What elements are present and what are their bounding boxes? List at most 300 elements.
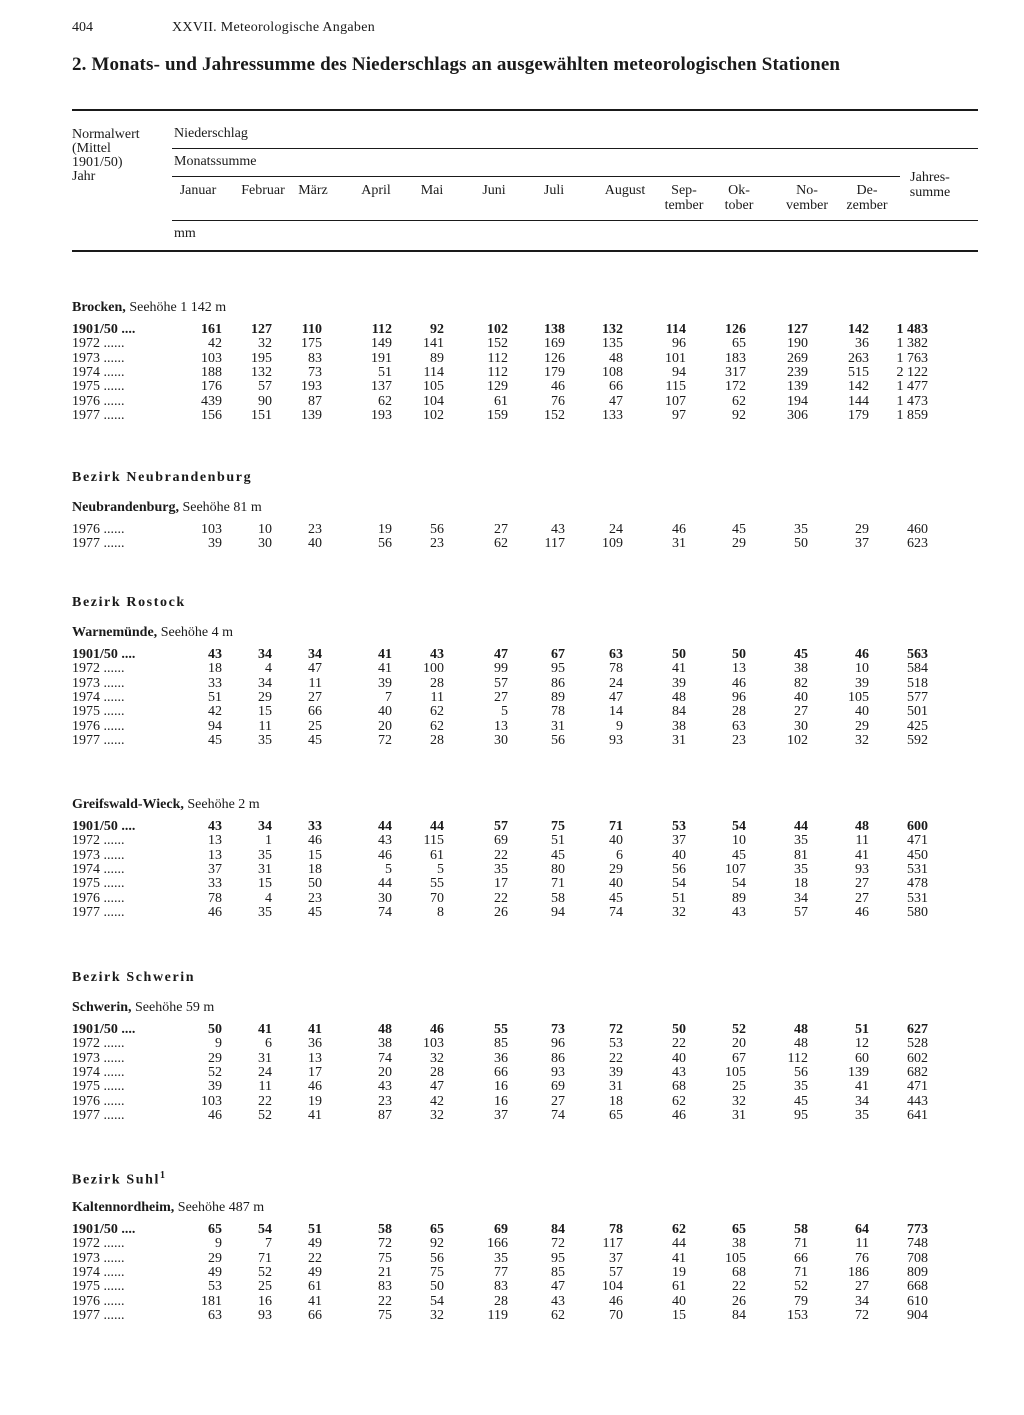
monthly-value: 39 (378, 675, 392, 691)
monthly-value: 51 (378, 364, 392, 380)
monthly-value: 57 (609, 1264, 623, 1280)
monthly-value: 46 (308, 833, 322, 849)
monthly-value: 65 (208, 1222, 222, 1237)
monthly-value: 41 (672, 1250, 686, 1266)
annual-total: 478 (907, 876, 928, 892)
monthly-value: 181 (201, 1293, 222, 1309)
year-label: 1976 ...... (72, 393, 125, 409)
monthly-value: 161 (201, 322, 222, 337)
annual-total: 708 (907, 1250, 928, 1266)
monthly-value: 48 (609, 350, 623, 366)
monthly-value: 169 (544, 336, 565, 352)
monthly-value: 144 (848, 393, 869, 409)
monthly-value: 103 (201, 1093, 222, 1109)
year-label: 1974 ...... (72, 1064, 125, 1080)
monthly-value: 58 (378, 1222, 392, 1237)
month-header: tober (724, 198, 754, 213)
monthly-value: 112 (487, 364, 508, 380)
monthly-value: 22 (308, 1250, 322, 1266)
monthly-value: 27 (855, 1279, 869, 1295)
monthly-value: 45 (794, 647, 808, 662)
monthly-value: 35 (258, 904, 272, 920)
station-heading (72, 1200, 264, 1216)
monthly-value: 61 (430, 847, 444, 863)
monthly-value: 20 (378, 718, 392, 734)
year-label: 1972 ...... (72, 336, 125, 352)
monthly-value: 46 (672, 1107, 686, 1123)
monthly-value: 44 (794, 819, 808, 834)
monthly-value: 62 (430, 718, 444, 734)
monthly-value: 13 (208, 833, 222, 849)
monthly-value: 110 (301, 322, 322, 337)
annual-total: 809 (907, 1264, 928, 1280)
station-heading (72, 500, 262, 516)
monthly-value: 22 (732, 1279, 746, 1295)
monthly-value: 90 (258, 393, 272, 409)
monthly-value: 52 (794, 1279, 808, 1295)
monthly-value: 74 (551, 1107, 565, 1123)
monthly-value: 20 (378, 1064, 392, 1080)
monthly-value: 40 (794, 689, 808, 705)
monthly-value: 126 (544, 350, 565, 366)
monthly-value: 115 (423, 833, 444, 849)
monthly-value: 75 (551, 819, 565, 834)
monthly-value: 152 (487, 336, 508, 352)
monthly-value: 129 (487, 379, 508, 395)
monthly-value: 26 (732, 1293, 746, 1309)
year-label: 1976 ...... (72, 718, 125, 734)
monthly-value: 28 (430, 1064, 444, 1080)
monthly-value: 56 (672, 861, 686, 877)
monthly-value: 105 (725, 1064, 746, 1080)
monthly-value: 57 (494, 819, 508, 834)
monthly-value: 46 (732, 675, 746, 691)
monthly-value: 65 (732, 1222, 746, 1237)
station-height: Seehöhe 2 m (183, 797, 260, 812)
monthly-value: 33 (208, 876, 222, 892)
month-header: Juni (482, 183, 506, 198)
monthly-value: 30 (794, 718, 808, 734)
monthly-value: 317 (725, 364, 746, 380)
monthly-value: 24 (258, 1064, 272, 1080)
monthly-value: 44 (378, 876, 392, 892)
month-header: März (298, 183, 328, 198)
monthly-value: 95 (551, 661, 565, 677)
monthly-value: 9 (616, 718, 623, 734)
monthly-value: 179 (848, 407, 869, 423)
annual-total: 627 (907, 1022, 928, 1037)
monthly-value: 15 (308, 847, 322, 863)
year-label: 1974 ...... (72, 1264, 125, 1280)
monthly-value: 81 (794, 847, 808, 863)
header-top-rule (72, 109, 978, 111)
bezirk-heading: Bezirk Suhl$^1$ (72, 1170, 167, 1188)
monthly-value: 29 (258, 689, 272, 705)
monthly-value: 138 (544, 322, 565, 337)
monthly-value: 175 (301, 336, 322, 352)
monthly-value: 43 (378, 833, 392, 849)
annual-total: 610 (907, 1293, 928, 1309)
monthly-value: 306 (787, 407, 808, 423)
monthly-value: 46 (378, 847, 392, 863)
monthly-value: 72 (855, 1307, 869, 1323)
monthly-value: 86 (551, 675, 565, 691)
monthly-value: 193 (301, 379, 322, 395)
monthly-value: 10 (258, 522, 272, 537)
annual-total: 748 (907, 1236, 928, 1252)
monthly-value: 126 (725, 322, 746, 337)
monthly-value: 52 (208, 1064, 222, 1080)
monthly-value: 44 (430, 819, 444, 834)
month-header: April (361, 183, 391, 198)
monthly-value: 34 (855, 1293, 869, 1309)
year-label: 1973 ...... (72, 350, 125, 366)
monthly-value: 41 (308, 1107, 322, 1123)
monthly-value: 53 (208, 1279, 222, 1295)
monthly-value: 47 (609, 689, 623, 705)
monthly-value: 18 (609, 1093, 623, 1109)
monthly-value: 45 (732, 847, 746, 863)
monthly-value: 19 (378, 522, 392, 537)
monthly-value: 13 (208, 847, 222, 863)
station-heading (72, 300, 226, 316)
monthly-value: 41 (378, 661, 392, 677)
year-label: 1974 ...... (72, 689, 125, 705)
monthly-value: 195 (251, 350, 272, 366)
monthly-value: 31 (732, 1107, 746, 1123)
monthly-value: 515 (848, 364, 869, 380)
annual-total: 563 (907, 647, 928, 662)
annual-total: 1 483 (896, 322, 928, 337)
monthly-value: 43 (732, 904, 746, 920)
monthly-value: 74 (378, 904, 392, 920)
monthly-value: 18 (308, 861, 322, 877)
monthly-value: 105 (725, 1250, 746, 1266)
monthly-value: 11 (308, 675, 322, 691)
monthly-value: 32 (430, 1107, 444, 1123)
monthly-value: 186 (848, 1264, 869, 1280)
monthly-value: 37 (855, 536, 869, 552)
monthly-value: 33 (308, 819, 322, 834)
monthly-value: 51 (551, 833, 565, 849)
monthly-value: 35 (494, 861, 508, 877)
monthly-value: 18 (794, 876, 808, 892)
monthly-value: 89 (732, 890, 746, 906)
monthly-value: 41 (258, 1022, 272, 1037)
monthly-value: 101 (665, 350, 686, 366)
monthly-value: 69 (494, 1222, 508, 1237)
monthly-value: 75 (378, 1250, 392, 1266)
monthly-value: 105 (848, 689, 869, 705)
year-label: 1977 ...... (72, 732, 125, 748)
monthly-value: 41 (378, 647, 392, 662)
monthly-value: 32 (855, 732, 869, 748)
monthly-value: 179 (544, 364, 565, 380)
monthly-value: 139 (848, 1064, 869, 1080)
monthly-value: 68 (672, 1079, 686, 1095)
monthly-value: 52 (258, 1107, 272, 1123)
monthly-value: 43 (551, 1293, 565, 1309)
station-height: Seehöhe 1 142 m (125, 300, 227, 315)
year-label: 1977 ...... (72, 904, 125, 920)
monthly-value: 44 (378, 819, 392, 834)
annual-total: 1 382 (896, 336, 928, 352)
year-label: 1901/50 .... (72, 1222, 136, 1237)
annual-total: 1 859 (896, 407, 928, 423)
monthly-value: 102 (487, 322, 508, 337)
monthly-value: 132 (602, 322, 623, 337)
monthly-value: 34 (794, 890, 808, 906)
monthly-value: 75 (430, 1264, 444, 1280)
monthly-value: 102 (423, 407, 444, 423)
monthly-value: 40 (855, 704, 869, 720)
monthly-value: 139 (787, 379, 808, 395)
monthly-value: 159 (487, 407, 508, 423)
station-height: Seehöhe 4 m (157, 625, 234, 640)
monthly-value: 93 (551, 1064, 565, 1080)
year-label: 1901/50 .... (72, 647, 136, 662)
annual-total: 1 763 (896, 350, 928, 366)
monthly-value: 84 (551, 1222, 565, 1237)
monthly-value: 10 (732, 833, 746, 849)
monthly-value: 8 (437, 904, 444, 920)
monthly-value: 72 (551, 1236, 565, 1252)
monthly-value: 45 (208, 732, 222, 748)
monthly-value: 37 (208, 861, 222, 877)
monthly-value: 43 (672, 1064, 686, 1080)
monthly-value: 22 (494, 890, 508, 906)
monthly-value: 76 (855, 1250, 869, 1266)
year-label: 1976 ...... (72, 1093, 125, 1109)
monthly-value: 117 (544, 536, 565, 552)
monthly-value: 56 (794, 1064, 808, 1080)
monthly-value: 54 (732, 819, 746, 834)
bezirk-heading: Bezirk Rostock (72, 595, 186, 610)
monthly-value: 45 (609, 890, 623, 906)
monthly-value: 67 (732, 1050, 746, 1066)
monthly-value: 46 (855, 647, 869, 662)
monthly-value: 26 (494, 904, 508, 920)
monthly-value: 25 (732, 1079, 746, 1095)
monthly-value: 28 (430, 732, 444, 748)
annual-total: 641 (907, 1107, 928, 1123)
monthly-value: 41 (672, 661, 686, 677)
monthly-value: 32 (430, 1307, 444, 1323)
monthly-value: 28 (732, 704, 746, 720)
monthly-value: 61 (308, 1279, 322, 1295)
monthly-value: 49 (208, 1264, 222, 1280)
monthly-value: 38 (378, 1036, 392, 1052)
monthly-value: 78 (609, 661, 623, 677)
annual-total: 600 (907, 819, 928, 834)
monthly-value: 176 (201, 379, 222, 395)
monthly-value: 28 (430, 675, 444, 691)
monthly-value: 190 (787, 336, 808, 352)
station-name: Neubrandenburg, (72, 500, 179, 515)
monthly-value: 50 (672, 1022, 686, 1037)
footnote-marker: 1 (160, 1170, 167, 1181)
monthly-value: 63 (609, 647, 623, 662)
monthly-value: 76 (551, 393, 565, 409)
monthly-value: 23 (308, 890, 322, 906)
monthly-value: 37 (494, 1107, 508, 1123)
monthly-value: 45 (308, 904, 322, 920)
monthly-value: 10 (855, 661, 869, 677)
monthly-value: 13 (732, 661, 746, 677)
year-label: 1972 ...... (72, 661, 125, 677)
annual-total: 584 (907, 661, 928, 677)
year-label: 1901/50 .... (72, 1022, 136, 1037)
header-rule-monatssumme (172, 176, 900, 177)
monthly-value: 25 (308, 718, 322, 734)
monthly-value: 17 (308, 1064, 322, 1080)
monthly-value: 47 (494, 647, 508, 662)
chapter-heading: XXVII. Meteorologische Angaben (172, 20, 376, 35)
monthly-value: 60 (855, 1050, 869, 1066)
monthly-value: 31 (672, 536, 686, 552)
monthly-value: 35 (794, 1079, 808, 1095)
monthly-value: 135 (602, 336, 623, 352)
monthly-value: 19 (308, 1093, 322, 1109)
station-height: Seehöhe 487 m (174, 1200, 265, 1215)
monthly-value: 51 (208, 689, 222, 705)
monthly-value: 50 (732, 647, 746, 662)
monthly-value: 62 (494, 536, 508, 552)
monthly-value: 70 (609, 1307, 623, 1323)
monthly-value: 63 (208, 1307, 222, 1323)
monthly-value: 29 (208, 1050, 222, 1066)
monthly-value: 92 (430, 322, 444, 337)
annual-total: 460 (907, 522, 928, 537)
monthly-value: 36 (494, 1050, 508, 1066)
month-header: vember (786, 198, 828, 213)
monthly-value: 35 (794, 833, 808, 849)
stub-header-line: (Mittel (72, 141, 111, 156)
page-number: 404 (72, 20, 93, 35)
monthly-value: 72 (609, 1022, 623, 1037)
monthly-value: 71 (551, 876, 565, 892)
month-header: Juli (543, 183, 565, 198)
monthly-value: 74 (609, 904, 623, 920)
year-label: 1974 ...... (72, 861, 125, 877)
monthly-value: 43 (378, 1079, 392, 1095)
year-label: 1975 ...... (72, 876, 125, 892)
monthly-value: 77 (494, 1264, 508, 1280)
monthly-value: 78 (551, 704, 565, 720)
annual-total: 528 (907, 1036, 928, 1052)
monthly-value: 85 (551, 1264, 565, 1280)
monthly-value: 58 (551, 890, 565, 906)
monthly-value: 56 (430, 1250, 444, 1266)
monthly-value: 40 (308, 536, 322, 552)
monthly-value: 41 (855, 847, 869, 863)
year-label: 1976 ...... (72, 522, 125, 537)
monthly-value: 39 (208, 1079, 222, 1095)
month-header: tember (664, 198, 704, 213)
monthly-value: 4 (265, 890, 272, 906)
annual-total: 471 (907, 1079, 928, 1095)
station-name: Schwerin, (72, 1000, 132, 1015)
monthly-value: 22 (494, 847, 508, 863)
monthly-value: 9 (215, 1236, 222, 1252)
unit-label: mm (174, 226, 196, 241)
monthly-value: 39 (208, 536, 222, 552)
monthly-value: 35 (258, 847, 272, 863)
monthly-value: 47 (308, 661, 322, 677)
monthly-value: 89 (551, 689, 565, 705)
monthly-value: 92 (732, 407, 746, 423)
monthly-value: 12 (855, 1036, 869, 1052)
monthly-value: 142 (848, 322, 869, 337)
monthly-value: 104 (423, 393, 444, 409)
monthly-value: 32 (672, 904, 686, 920)
monthly-value: 95 (794, 1107, 808, 1123)
monthly-value: 29 (855, 522, 869, 537)
station-heading (72, 797, 260, 813)
stub-header-line: 1901/50) (72, 155, 123, 170)
monthly-value: 78 (208, 890, 222, 906)
annual-total: 580 (907, 904, 928, 920)
monthly-value: 42 (208, 704, 222, 720)
stub-header-line: Jahr (72, 169, 96, 184)
monthly-value: 109 (602, 536, 623, 552)
monthly-value: 51 (308, 1222, 322, 1237)
year-label: 1973 ...... (72, 1250, 125, 1266)
monthly-value: 43 (208, 647, 222, 662)
monthly-value: 66 (308, 1307, 322, 1323)
monthly-value: 56 (551, 732, 565, 748)
annual-total: 623 (907, 536, 928, 552)
monthly-value: 35 (855, 1107, 869, 1123)
monthly-value: 96 (551, 1036, 565, 1052)
monthly-value: 188 (201, 364, 222, 380)
monthly-value: 112 (787, 1050, 808, 1066)
monthly-value: 141 (423, 336, 444, 352)
monthly-value: 22 (609, 1050, 623, 1066)
header-rule-niederschlag (172, 148, 978, 149)
monthly-value: 18 (208, 661, 222, 677)
monthly-value: 5 (437, 861, 444, 877)
monthly-value: 89 (430, 350, 444, 366)
monthly-value: 139 (301, 407, 322, 423)
monthly-value: 62 (551, 1307, 565, 1323)
monthly-value: 80 (551, 861, 565, 877)
monthly-value: 95 (551, 1250, 565, 1266)
monthly-value: 61 (494, 393, 508, 409)
header-bottom-rule (72, 250, 978, 252)
monthly-value: 34 (258, 819, 272, 834)
monthly-value: 133 (602, 407, 623, 423)
monthly-value: 114 (423, 364, 444, 380)
station-name: Brocken, (72, 300, 126, 315)
monthly-value: 35 (794, 861, 808, 877)
annual-total: 1 473 (896, 393, 928, 409)
monthly-value: 166 (487, 1236, 508, 1252)
monthly-value: 64 (855, 1222, 869, 1237)
monthly-value: 31 (672, 732, 686, 748)
monthly-value: 47 (430, 1079, 444, 1095)
bezirk-heading: Bezirk Schwerin (72, 970, 196, 985)
monthly-value: 66 (494, 1064, 508, 1080)
monthly-value: 34 (855, 1093, 869, 1109)
monthly-value: 103 (201, 350, 222, 366)
monthly-value: 193 (371, 407, 392, 423)
monthly-value: 40 (672, 1050, 686, 1066)
annual-total: 443 (907, 1093, 928, 1109)
monthly-value: 75 (378, 1307, 392, 1323)
monthly-value: 112 (487, 350, 508, 366)
monthly-value: 65 (609, 1107, 623, 1123)
